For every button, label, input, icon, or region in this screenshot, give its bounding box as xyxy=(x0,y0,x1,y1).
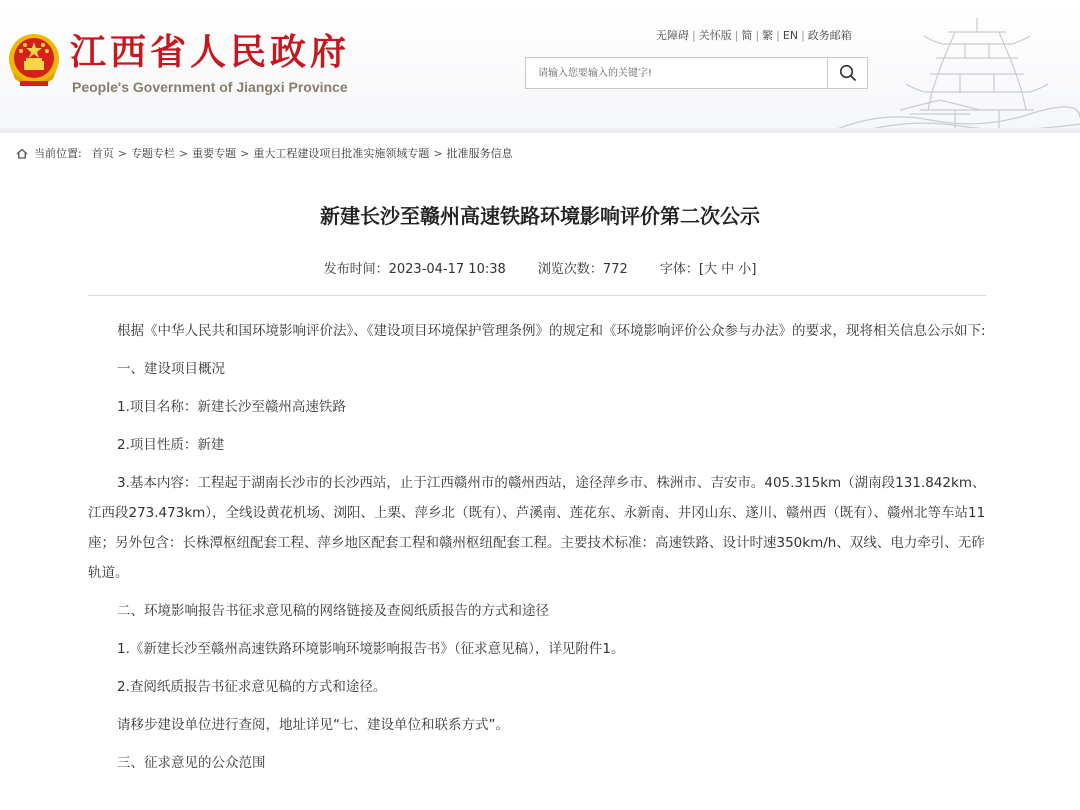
article-paragraph: 请移步建设单位进行查阅，地址详见“七、建设单位和联系方式”。 xyxy=(117,717,509,733)
font-bracket-close: ] xyxy=(751,262,757,277)
font-large-button[interactable]: 大 xyxy=(703,262,717,277)
article-body xyxy=(88,316,986,786)
care-version-link[interactable]: 关怀版 xyxy=(698,29,732,42)
article-paragraph: 2.项目性质：新建 xyxy=(117,437,225,453)
article-paragraph: 三、征求意见的公众范围 xyxy=(117,755,266,771)
article-paragraph: 二、环境影响报告书征求意见稿的网络链接及查阅纸质报告的方式和途径 xyxy=(117,603,549,619)
breadcrumb-approval-info[interactable]: 批准服务信息 xyxy=(446,147,513,160)
site-header xyxy=(0,0,1080,133)
simplified-chinese-link[interactable]: 简 xyxy=(741,29,753,42)
title-divider xyxy=(88,295,986,296)
view-count-value: 772 xyxy=(602,262,628,277)
gov-mailbox-link[interactable]: 政务邮箱 xyxy=(807,29,852,42)
article-paragraph: 1.《新建长沙至赣州高速铁路环境影响环境影响报告书》（征求意见稿），详见附件1。 xyxy=(117,641,625,657)
article-paragraph: 1.项目名称：新建长沙至赣州高速铁路 xyxy=(117,399,346,415)
font-small-button[interactable]: 小 xyxy=(738,262,752,277)
accessibility-link[interactable]: 无障碍 xyxy=(656,29,689,42)
site-title[interactable]: 江西省人民政府 xyxy=(70,31,351,73)
breadcrumb xyxy=(16,145,513,161)
home-icon xyxy=(16,148,28,159)
breadcrumb-separator: > xyxy=(433,146,443,160)
breadcrumb-home[interactable]: 首页 xyxy=(91,147,114,160)
breadcrumb-separator: > xyxy=(117,146,127,160)
breadcrumb-key-topics[interactable]: 重要专题 xyxy=(192,147,237,160)
traditional-chinese-link[interactable]: 繁 xyxy=(762,29,774,42)
font-medium-button[interactable]: 中 xyxy=(721,262,735,277)
font-bracket-open: [ xyxy=(698,262,704,277)
national-emblem-icon xyxy=(6,31,62,91)
article-meta xyxy=(0,258,1080,277)
article-title: 新建长沙至赣州高速铁路环境影响评价第二次公示 xyxy=(320,204,760,228)
breadcrumb-major-projects[interactable]: 重大工程建设项目批准实施领域专题 xyxy=(253,147,430,160)
breadcrumb-label: 当前位置: xyxy=(34,147,82,160)
top-links: 无障碍 | 关怀版 | 简 | 繁 | EN | 政务邮箱 xyxy=(656,29,852,42)
font-size-label: 字体： xyxy=(659,262,699,277)
pavilion-tower-illustration xyxy=(820,14,1080,133)
font-size-control xyxy=(660,262,757,277)
breadcrumb-separator: > xyxy=(240,146,250,160)
view-count xyxy=(538,262,628,277)
search-input[interactable] xyxy=(526,58,827,88)
search-box xyxy=(525,57,868,89)
article-paragraph: 根据《中华人民共和国环境影响评价法》、《建设项目环境保护管理条例》的规定和《环境影响评价公众参与办法》的要求，现将相关信息公示如下: xyxy=(117,323,986,339)
view-count-label: 浏览次数： xyxy=(537,262,603,277)
article-paragraph: 一、建设项目概况 xyxy=(117,361,225,377)
article-paragraph: 3.基本内容：工程起于湖南长沙市的长沙西站，止于江西赣州市的赣州西站，途径萍乡市、株洲市、吉安市。405.315km（湖南段131.842km、江西段273.473km），全线设黄花机场、浏阳、上栗、萍乡北（既有）、芦溪南、莲花东、永新南、井冈山东、遂川、赣州西（既有）、赣州北等车站11座；另外包含：长株潭枢纽配套工程、萍乡地区配套工程和赣州枢纽配套工程。主要技术标准：高速铁路、设计时速350km/h、双线、电力牵引、无砟轨道。 xyxy=(88,475,986,581)
breadcrumb-separator: > xyxy=(178,146,189,160)
english-link[interactable]: EN xyxy=(782,29,799,42)
breadcrumb-special-columns[interactable]: 专题专栏 xyxy=(130,147,175,160)
article-paragraph: 2.查阅纸质报告书征求意见稿的方式和途径。 xyxy=(117,679,387,695)
publish-time xyxy=(324,262,506,277)
site-subtitle: People's Government of Jiangxi Province xyxy=(72,79,348,95)
publish-time-label: 发布时间： xyxy=(323,262,389,277)
publish-time-value: 2023-04-17 10:38 xyxy=(388,262,506,277)
